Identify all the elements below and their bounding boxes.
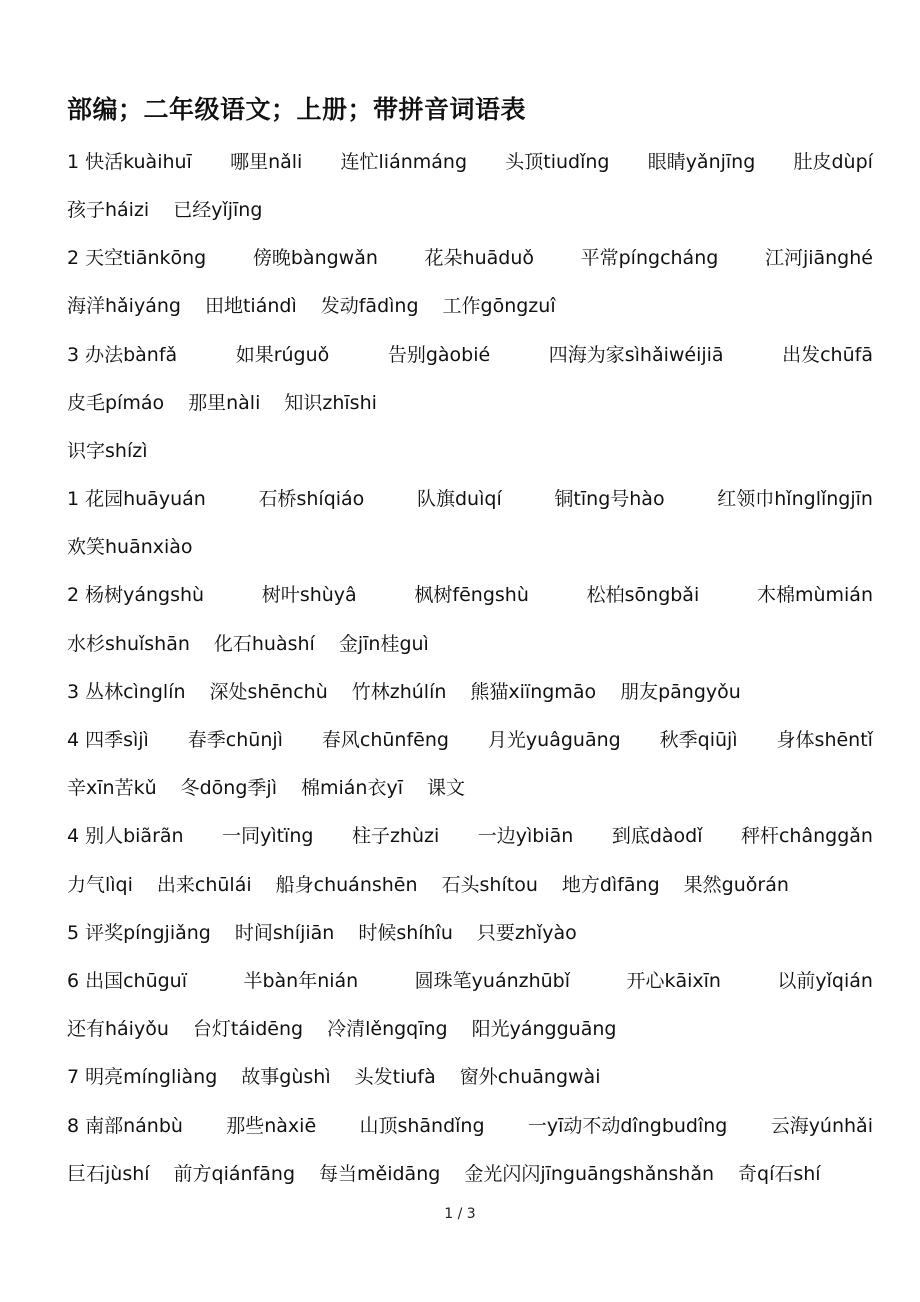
vocab-entry xyxy=(67,580,204,610)
vocab-word: 窗外chuāngwài xyxy=(459,1066,601,1088)
lesson-number: 6 xyxy=(67,970,80,992)
vocab-word: 出来chūlái xyxy=(156,874,252,896)
vocab-word: 朋友pāngyǒu xyxy=(620,681,741,703)
vocab-word: 铜tīng号hào xyxy=(554,488,665,510)
vocab-line xyxy=(67,532,873,562)
vocab-line xyxy=(67,725,873,755)
vocab-word: 春风chūnfēng xyxy=(321,729,449,751)
lesson-number: 3 xyxy=(67,681,80,703)
vocab-word: 秋季qiūjì xyxy=(659,729,738,751)
vocab-word: 红领巾hǐnglǐngjīn xyxy=(717,488,873,510)
vocab-word: 金jīn桂guì xyxy=(338,633,429,655)
vocab-word: 杨树yángshù xyxy=(85,584,205,606)
vocab-word: 那里nàli xyxy=(188,392,261,414)
vocab-line xyxy=(67,243,873,273)
vocab-word: 肚皮dùpí xyxy=(793,151,873,173)
vocab-word: 身体shēntǐ xyxy=(776,729,873,751)
vocab-word: 秤杆chânggǎn xyxy=(740,825,873,847)
lesson-number: 5 xyxy=(67,922,80,944)
vocab-word: 头顶tiudǐng xyxy=(505,151,610,173)
lesson-number: 7 xyxy=(67,1066,80,1088)
vocab-word: 出国chūguï xyxy=(85,970,188,992)
vocab-word: 只要zhǐyào xyxy=(476,922,577,944)
vocab-entry xyxy=(67,340,177,370)
vocab-word: 田地tiándì xyxy=(204,295,297,317)
vocab-word: 春季chūnjì xyxy=(187,729,283,751)
vocab-word: 到底dàodǐ xyxy=(611,825,703,847)
vocab-word: 地方dìfāng xyxy=(561,874,660,896)
vocab-word: 评奖píngjiǎng xyxy=(85,922,211,944)
vocab-word: 告别gàobié xyxy=(387,344,491,366)
lesson-number: 2 xyxy=(67,247,80,269)
lesson-number: 2 xyxy=(67,584,80,606)
vocab-word: 队旗duìqí xyxy=(417,488,502,510)
vocab-word: 树叶shùyâ xyxy=(261,584,357,606)
vocab-word: 江河jiānghé xyxy=(764,247,873,269)
lesson-number: 4 xyxy=(67,729,80,751)
vocab-word: 别人biãrãn xyxy=(85,825,184,847)
vocab-line xyxy=(67,1062,873,1092)
vocab-word: 快活kuàihuī xyxy=(85,151,192,173)
vocab-word: 平常píngcháng xyxy=(580,247,719,269)
vocab-word: 松柏sōngbǎi xyxy=(586,584,700,606)
lesson-number: 1 xyxy=(67,151,80,173)
vocab-word: 熊猫xiïngmāo xyxy=(470,681,597,703)
vocab-word: 石头shítou xyxy=(441,874,538,896)
vocab-word: 欢笑huānxiào xyxy=(67,536,193,558)
vocab-word: 深处shēnchù xyxy=(209,681,328,703)
lesson-number: 8 xyxy=(67,1115,80,1137)
lesson-number: 1 xyxy=(67,488,80,510)
vocab-line xyxy=(67,1014,873,1044)
vocab-word: 哪里nǎli xyxy=(230,151,303,173)
vocab-word: 四季sìjì xyxy=(85,729,149,751)
vocab-entry xyxy=(67,966,187,996)
vocab-line xyxy=(67,1111,873,1141)
vocab-word: 傍晚bàngwǎn xyxy=(252,247,378,269)
lesson-number: 3 xyxy=(67,344,80,366)
vocab-word: 金光闪闪jīnguāngshǎnshǎn xyxy=(464,1163,715,1185)
vocab-word: 课文 xyxy=(426,777,465,799)
vocab-word: 开心kāixīn xyxy=(626,970,721,992)
page-number: 1 / 3 xyxy=(444,1206,476,1222)
vocab-word: 水杉shuǐshān xyxy=(67,633,190,655)
vocab-word: 明亮míngliàng xyxy=(85,1066,218,1088)
vocab-word: 孩子háizi xyxy=(67,199,150,221)
page-title: 部编；二年级语文；上册；带拼音词语表 xyxy=(67,95,527,124)
vocab-word: 时候shíhîu xyxy=(358,922,453,944)
vocab-line xyxy=(67,436,873,466)
vocab-word: 发动fādìng xyxy=(320,295,419,317)
vocab-word: 出发chūfā xyxy=(782,344,873,366)
vocab-word: 知识zhīshi xyxy=(284,392,377,414)
vocab-word: 丛林cìnglín xyxy=(85,681,186,703)
vocab-line xyxy=(67,147,873,177)
vocab-word: 以前yǐqián xyxy=(777,970,873,992)
vocab-word: 皮毛pímáo xyxy=(67,392,165,414)
vocab-word: 工作gōngzuî xyxy=(442,295,556,317)
vocab-word: 花园huāyuán xyxy=(85,488,206,510)
vocab-word: 圆珠笔yuánzhūbǐ xyxy=(414,970,571,992)
vocab-line xyxy=(67,870,873,900)
vocab-entry xyxy=(67,821,184,851)
vocab-line xyxy=(67,821,873,851)
vocab-word: 那些nàxiē xyxy=(226,1115,317,1137)
vocab-line xyxy=(67,340,873,370)
vocab-word: 冷清lěngqīng xyxy=(327,1018,448,1040)
vocab-line xyxy=(67,388,873,418)
vocab-line xyxy=(67,484,873,514)
vocab-word: 山顶shāndǐng xyxy=(359,1115,485,1137)
vocab-word: 连忙liánmáng xyxy=(340,151,468,173)
vocab-entry xyxy=(67,677,186,707)
vocab-word: 辛xīn苦kǔ xyxy=(67,777,157,799)
vocab-word: 阳光yángguāng xyxy=(471,1018,617,1040)
vocab-word: 枫树fēngshù xyxy=(414,584,529,606)
vocab-word: 花朵huāduǒ xyxy=(424,247,534,269)
vocab-word: 办法bànfǎ xyxy=(85,344,178,366)
vocab-word: 一同yìtïng xyxy=(222,825,314,847)
vocab-entry xyxy=(67,243,206,273)
vocab-line xyxy=(67,773,873,803)
vocab-word: 台灯táidēng xyxy=(192,1018,304,1040)
vocab-line xyxy=(67,629,873,659)
vocab-word: 时间shíjiān xyxy=(234,922,335,944)
vocab-entry xyxy=(67,1062,217,1092)
vocab-line xyxy=(67,918,873,948)
vocab-word: 每当měidāng xyxy=(319,1163,441,1185)
vocab-word: 识字shízì xyxy=(67,440,148,462)
vocab-word: 天空tiānkōng xyxy=(85,247,207,269)
vocab-word: 半bàn年nián xyxy=(243,970,359,992)
vocab-word: 前方qiánfāng xyxy=(173,1163,296,1185)
vocab-word: 石桥shíqiáo xyxy=(258,488,365,510)
vocab-word: 竹林zhúlín xyxy=(351,681,447,703)
vocab-word: 如果rúguǒ xyxy=(235,344,330,366)
vocab-entry xyxy=(67,725,149,755)
vocab-word: 南部nánbù xyxy=(85,1115,183,1137)
vocab-word: 柱子zhùzi xyxy=(351,825,440,847)
vocab-line xyxy=(67,1159,873,1189)
vocab-word: 力气lìqi xyxy=(67,874,133,896)
vocab-word: 月光yuâguāng xyxy=(487,729,621,751)
vocab-word: 云海yúnhǎi xyxy=(770,1115,873,1137)
vocab-word: 一yī动不动dîngbudîng xyxy=(527,1115,728,1137)
vocab-word: 海洋hǎiyáng xyxy=(67,295,181,317)
vocab-line xyxy=(67,291,873,321)
vocab-word: 眼睛yǎnjīng xyxy=(647,151,756,173)
vocab-word: 已经yǐjīng xyxy=(173,199,263,221)
vocab-word: 船身chuánshēn xyxy=(275,874,418,896)
vocab-word: 化石huàshí xyxy=(213,633,315,655)
vocab-entry xyxy=(67,484,206,514)
vocab-line xyxy=(67,195,873,225)
vocab-word: 头发tiufà xyxy=(354,1066,436,1088)
vocab-word: 故事gùshì xyxy=(241,1066,331,1088)
vocab-entry xyxy=(67,1111,183,1141)
vocab-line xyxy=(67,580,873,610)
vocab-word: 冬dōng季jì xyxy=(180,777,277,799)
vocab-word: 巨石jùshí xyxy=(67,1163,150,1185)
vocab-entry xyxy=(67,918,211,948)
vocab-word: 一边yìbiān xyxy=(477,825,574,847)
vocab-word: 木棉mùmián xyxy=(756,584,873,606)
vocab-word: 奇qí石shí xyxy=(738,1163,821,1185)
vocab-line xyxy=(67,966,873,996)
vocab-line xyxy=(67,677,873,707)
lesson-number: 4 xyxy=(67,825,80,847)
vocab-word: 棉mián衣yī xyxy=(300,777,403,799)
vocab-word: 四海为家sìhǎiwéijiā xyxy=(548,344,724,366)
vocab-word: 果然guǒrán xyxy=(683,874,789,896)
vocab-entry xyxy=(67,147,192,177)
vocab-word: 还有háiyǒu xyxy=(67,1018,169,1040)
